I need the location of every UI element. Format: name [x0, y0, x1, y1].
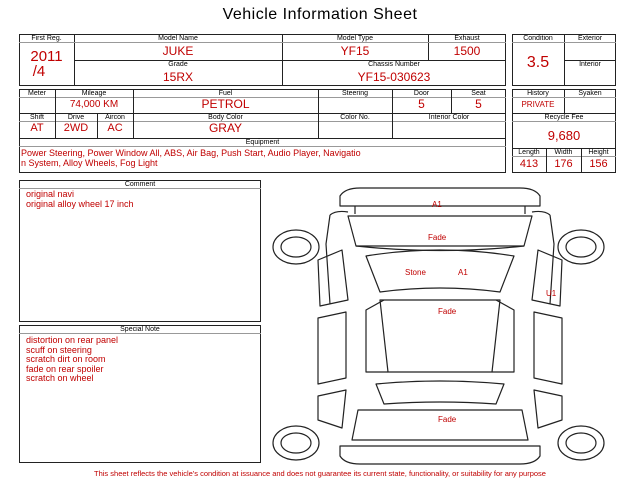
damage-mark-roof-fade: Fade — [438, 307, 457, 316]
grade-label: Grade — [168, 61, 188, 68]
special-note-line: fade on rear spoiler — [26, 363, 104, 374]
length-label: Length — [518, 149, 540, 156]
model-name-value: JUKE — [162, 44, 194, 58]
mileage-value: 74,000 KM — [69, 99, 119, 110]
recycle-value: 9,680 — [547, 128, 581, 143]
body-color-label: Body Color — [208, 114, 243, 121]
first-reg-year: 2011 — [30, 48, 63, 65]
grade-value: 15RX — [162, 70, 194, 84]
special-note-line: distortion on rear panel — [26, 335, 119, 345]
comment-title: Comment — [124, 181, 156, 188]
damage-mark-rear-fade: Fade — [438, 415, 457, 424]
comment-line: original navi — [26, 189, 75, 199]
history-label: History — [527, 90, 549, 97]
model-type-value: YF15 — [340, 44, 370, 58]
shift-value: AT — [30, 122, 44, 134]
recycle-label: Recycle Fee — [544, 114, 584, 121]
aircon-label: Aircon — [105, 114, 125, 121]
damage-mark-right-u1: U1 — [546, 289, 557, 298]
first-reg-label: First Reg. — [31, 35, 62, 42]
meter-label: Meter — [28, 90, 46, 97]
comment-line: original alloy wheel 17 inch — [26, 198, 134, 209]
seat-value: 5 — [475, 97, 482, 111]
first-reg-month: /4 — [32, 63, 46, 80]
interior-color-label: Interior Color — [428, 114, 470, 121]
sheet-title: Vehicle Information Sheet — [222, 6, 418, 23]
mileage-label: Mileage — [81, 90, 107, 97]
special-note-line: scuff on steering — [26, 344, 92, 355]
chassis-label: Chassis Number — [368, 61, 420, 68]
condition-label: Condition — [523, 35, 553, 42]
height-value: 156 — [589, 158, 608, 170]
condition-value: 3.5 — [526, 54, 550, 71]
exhaust-value: 1500 — [453, 44, 481, 58]
damage-mark-windshield-a1: A1 — [458, 268, 468, 277]
history-value: PRIVATE — [521, 100, 555, 109]
body-color-value: GRAY — [208, 121, 243, 135]
shift-label: Shift — [29, 114, 44, 121]
color-no-label: Color No. — [340, 114, 370, 121]
model-type-label: Model Type — [336, 35, 374, 42]
equipment-line-2: n System, Alloy Wheels, Fog Light — [21, 158, 158, 168]
door-value: 5 — [418, 97, 425, 111]
interior-label: Interior — [579, 61, 601, 68]
drive-value: 2WD — [63, 122, 89, 134]
special-note-title: Special Note — [120, 326, 160, 333]
disclaimer: This sheet reflects the vehicle's condition at issuance and does not guarantee its current state, functionality, or suitability for any purpose — [94, 469, 546, 478]
syaken-label: Syaken — [578, 90, 602, 97]
model-name-label: Model Name — [158, 35, 198, 42]
fuel-label: Fuel — [218, 90, 233, 97]
special-note-line: scratch dirt on room — [26, 354, 106, 364]
damage-mark-windshield-stone: Stone — [405, 268, 426, 277]
door-label: Door — [413, 90, 430, 97]
steering-label: Steering — [341, 90, 369, 97]
special-note-line: scratch on wheel — [26, 373, 94, 383]
equipment-line-1: Power Steering, Power Window All, ABS, Air Bag, Push Start, Audio Player, Navigatio — [21, 148, 361, 158]
aircon-value: AC — [107, 122, 123, 134]
width-value: 176 — [554, 158, 573, 170]
exterior-label: Exterior — [577, 35, 603, 42]
equipment-label: Equipment — [245, 139, 280, 146]
fuel-value: PETROL — [201, 97, 250, 111]
exhaust-label: Exhaust — [454, 35, 480, 42]
damage-mark-front-a1: A1 — [432, 200, 442, 209]
width-label: Width — [554, 149, 573, 156]
length-value: 413 — [519, 158, 539, 170]
height-label: Height — [588, 149, 609, 156]
damage-mark-hood-fade: Fade — [428, 233, 447, 242]
seat-label: Seat — [471, 90, 486, 97]
chassis-value: YF15-030623 — [357, 70, 431, 84]
wheel-icons — [273, 230, 604, 460]
drive-label: Drive — [67, 114, 85, 121]
